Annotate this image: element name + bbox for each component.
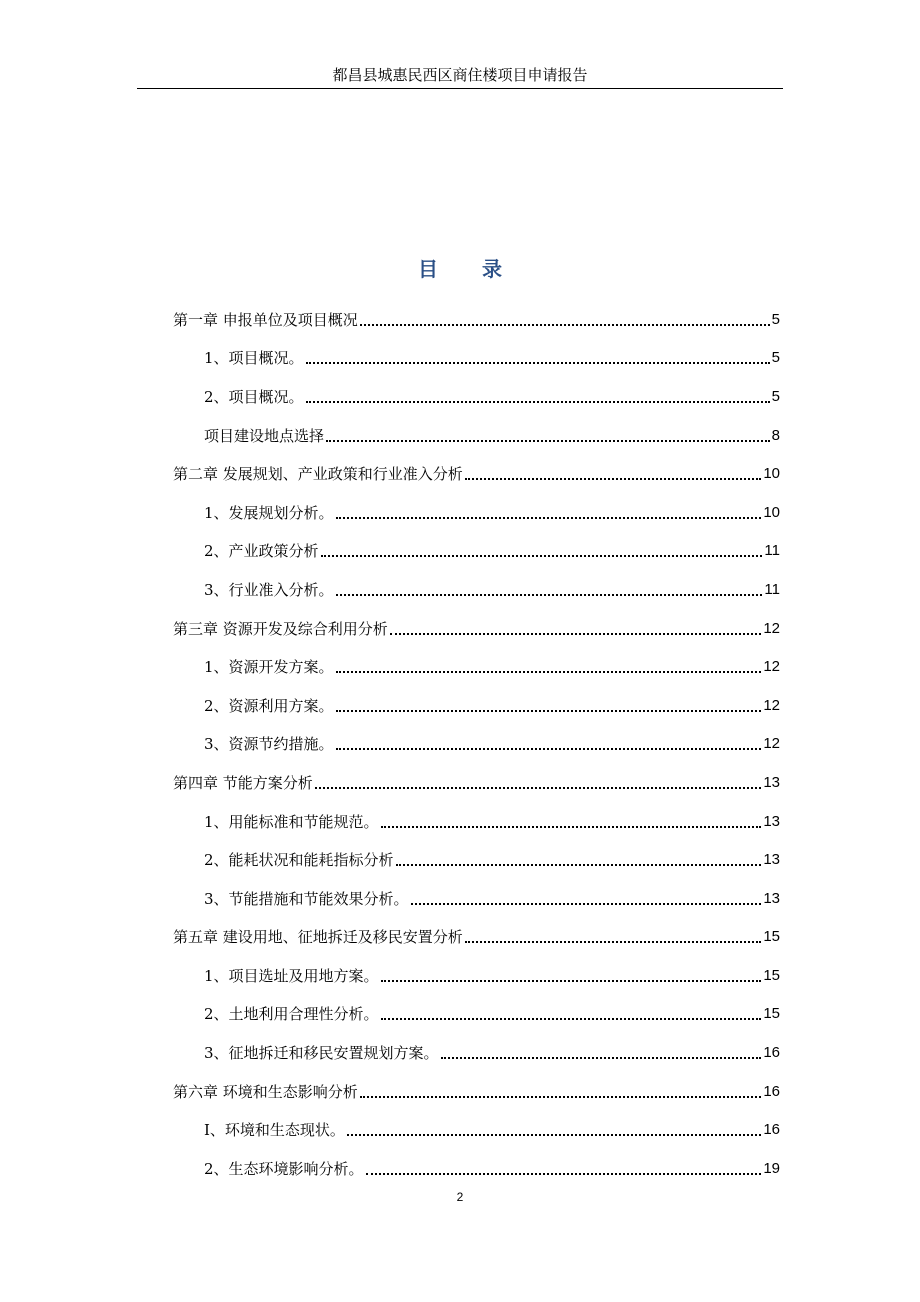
toc-dot-leader (381, 979, 762, 982)
toc-section-entry[interactable] (173, 416, 780, 455)
toc-entry-page: 19 (763, 1159, 780, 1177)
toc-entry-page: 12 (763, 735, 780, 753)
toc-entry-page: 12 (763, 658, 780, 676)
toc-dot-leader (411, 902, 762, 905)
toc-entry-page: 15 (763, 966, 780, 984)
toc-entry-page: 13 (763, 812, 780, 830)
toc-entry-label: 3、行业准入分析。 (204, 580, 334, 599)
toc-dot-leader (336, 516, 762, 519)
toc-entry-label: 2、土地利用合理性分析。 (204, 1005, 379, 1024)
toc-dot-leader (336, 670, 762, 673)
toc-entry-label: 2、生态环境影响分析。 (204, 1159, 364, 1178)
toc-section-entry[interactable] (173, 995, 780, 1034)
toc-entry-label: 第四章 节能方案分析 (173, 773, 313, 792)
toc-section-entry[interactable] (173, 647, 780, 686)
toc-entry-page: 11 (764, 542, 780, 560)
toc-title: 目录 (418, 257, 546, 281)
toc-section-entry[interactable] (173, 725, 780, 764)
toc-dot-leader (390, 632, 762, 635)
toc-entry-label: 3、征地拆迁和移民安置规划方案。 (204, 1044, 439, 1063)
toc-chapter-entry[interactable] (173, 918, 780, 957)
toc-section-entry[interactable] (173, 493, 780, 532)
toc-section-entry[interactable] (173, 570, 780, 609)
toc-dot-leader (441, 1056, 762, 1059)
toc-section-entry[interactable] (173, 956, 780, 995)
toc-dot-leader (347, 1133, 761, 1136)
toc-section-entry[interactable] (173, 1110, 780, 1149)
toc-entry-page: 13 (763, 773, 780, 791)
toc-entry-page: 13 (763, 851, 780, 869)
toc-entry-label: 3、节能措施和节能效果分析。 (204, 889, 409, 908)
toc-section-entry[interactable] (173, 686, 780, 725)
toc-section-entry[interactable] (173, 1149, 780, 1188)
toc-dot-leader (321, 554, 763, 557)
toc-entry-page: 15 (763, 928, 780, 946)
toc-dot-leader (336, 593, 763, 596)
toc-chapter-entry[interactable] (173, 454, 780, 493)
toc-dot-leader (465, 940, 762, 943)
toc-dot-leader (396, 863, 762, 866)
toc-entry-page: 16 (763, 1082, 780, 1100)
toc-entry-page: 13 (763, 889, 780, 907)
toc-entry-label: 第六章 环境和生态影响分析 (173, 1082, 358, 1101)
toc-entry-page: 15 (763, 1005, 780, 1023)
toc-entry-label: 2、资源利用方案。 (204, 696, 334, 715)
toc-section-entry[interactable] (173, 377, 780, 416)
toc-section-entry[interactable] (173, 879, 780, 918)
toc-dot-leader (366, 1172, 762, 1175)
toc-entry-label: 第五章 建设用地、征地拆迁及移民安置分析 (173, 928, 463, 947)
toc-chapter-entry[interactable] (173, 763, 780, 802)
toc-entry-label: 2、产业政策分析 (204, 542, 319, 561)
toc-entry-page: 16 (763, 1121, 780, 1139)
toc-section-entry[interactable] (173, 1033, 780, 1072)
toc-entry-page: 11 (764, 580, 780, 598)
toc-dot-leader (465, 477, 762, 480)
toc-dot-leader (336, 747, 762, 750)
toc-dot-leader (381, 825, 762, 828)
toc-chapter-entry[interactable] (173, 1072, 780, 1111)
toc-dot-leader (381, 1017, 762, 1020)
toc-entry-page: 5 (771, 387, 780, 405)
toc-dot-leader (306, 400, 770, 403)
toc-entry-page: 16 (763, 1044, 780, 1062)
toc-section-entry[interactable] (173, 840, 780, 879)
header-rule (137, 88, 783, 89)
toc-entry-page: 12 (763, 619, 780, 637)
toc-entry-label: I、环境和生态现状。 (204, 1121, 345, 1140)
toc-entry-label: 2、能耗状况和能耗指标分析 (204, 851, 394, 870)
toc-entry-label: 1、用能标准和节能规范。 (204, 812, 379, 831)
toc-section-entry[interactable] (173, 339, 780, 378)
toc-entry-page: 8 (771, 426, 780, 444)
toc-dot-leader (306, 361, 770, 364)
table-of-contents (173, 300, 780, 1188)
toc-dot-leader (360, 1095, 762, 1098)
toc-entry-label: 1、项目选址及用地方案。 (204, 966, 379, 985)
toc-entry-page: 5 (771, 349, 780, 367)
toc-dot-leader (360, 323, 770, 326)
toc-entry-label: 1、发展规划分析。 (204, 503, 334, 522)
toc-entry-page: 5 (771, 310, 780, 328)
toc-entry-page: 10 (763, 503, 780, 521)
toc-entry-label: 第三章 资源开发及综合利用分析 (173, 619, 388, 638)
toc-dot-leader (315, 786, 762, 789)
toc-entry-label: 1、项目概况。 (204, 349, 304, 368)
toc-entry-page: 10 (763, 465, 780, 483)
page-number: 2 (456, 1190, 464, 1204)
toc-dot-leader (336, 709, 762, 712)
running-header: 都昌县城惠民西区商住楼项目申请报告 (332, 66, 588, 84)
toc-chapter-entry[interactable] (173, 609, 780, 648)
toc-entry-label: 3、资源节约措施。 (204, 735, 334, 754)
toc-entry-label: 2、项目概况。 (204, 387, 304, 406)
toc-section-entry[interactable] (173, 802, 780, 841)
toc-entry-label: 第一章 申报单位及项目概况 (173, 310, 358, 329)
toc-chapter-entry[interactable] (173, 300, 780, 339)
toc-entry-label: 第二章 发展规划、产业政策和行业准入分析 (173, 465, 463, 484)
toc-dot-leader (326, 439, 770, 442)
toc-entry-label: 1、资源开发方案。 (204, 658, 334, 677)
toc-section-entry[interactable] (173, 532, 780, 571)
toc-entry-label: 项目建设地点选择 (204, 426, 325, 445)
toc-entry-page: 12 (763, 696, 780, 714)
